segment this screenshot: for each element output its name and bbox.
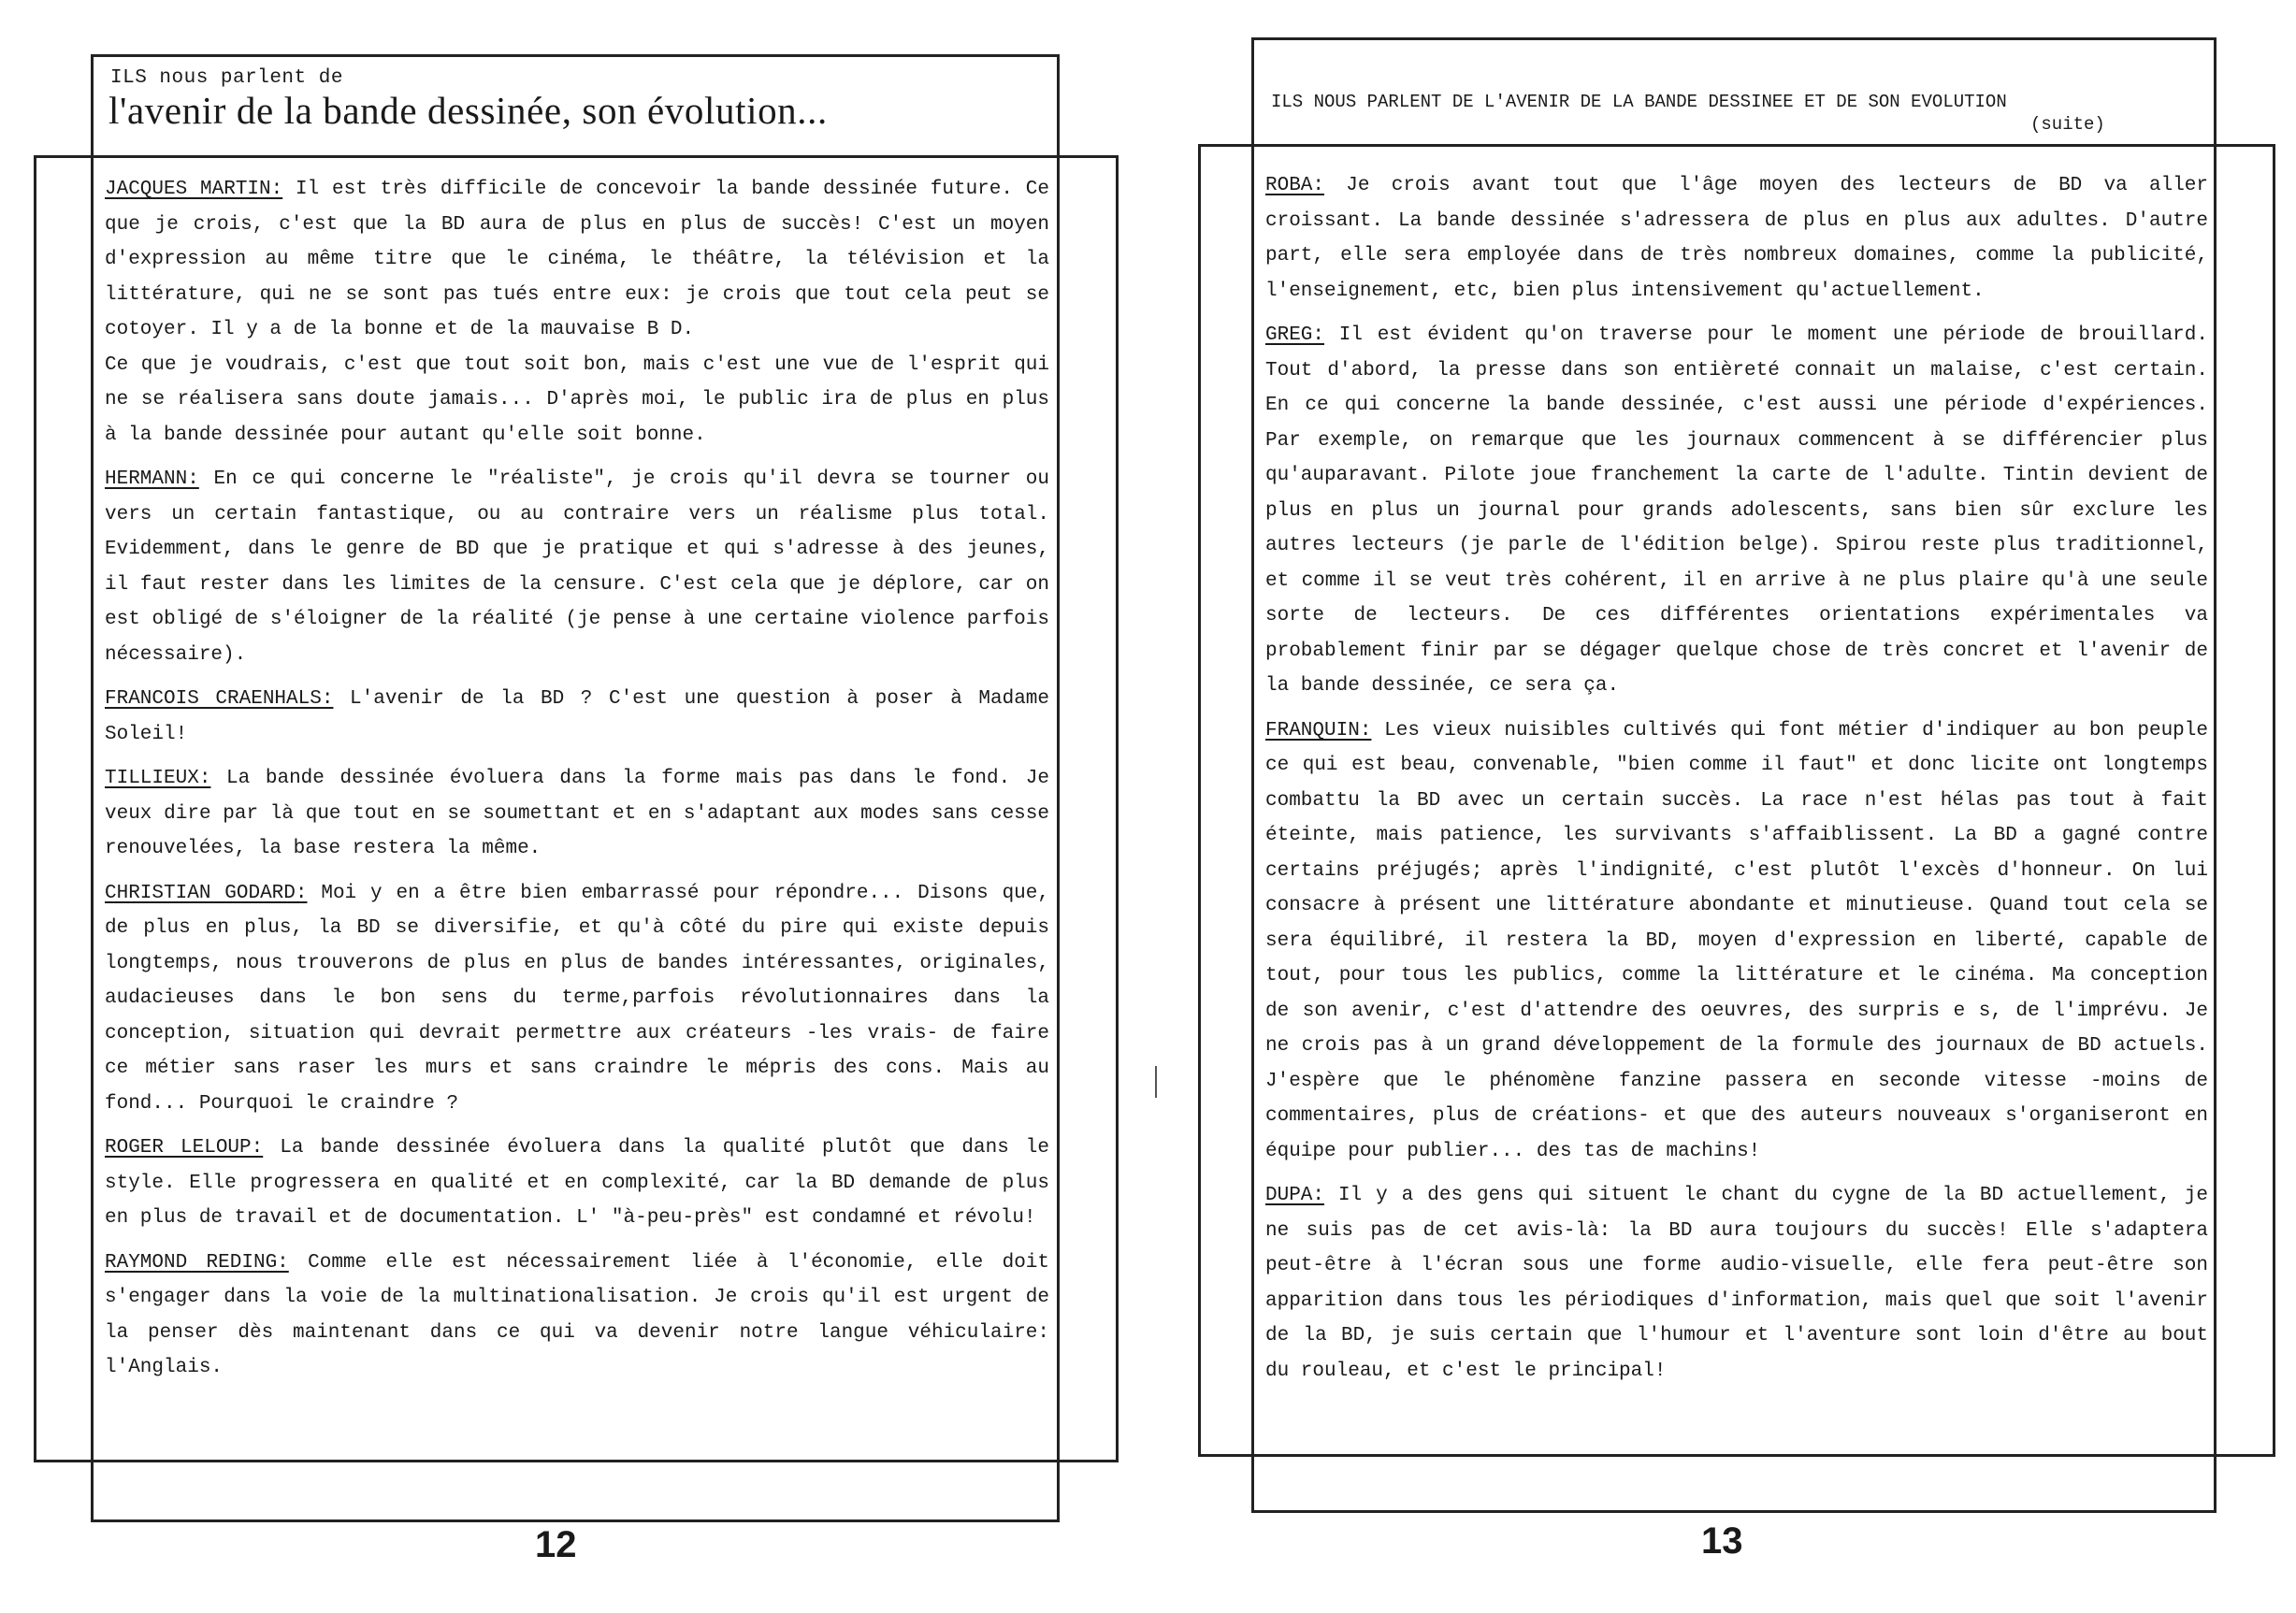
entry-dupa xyxy=(1265,1178,2208,1389)
entry-text: La bande dessinée évoluera dans la qualité plutôt que dans le style. Elle progressera en qualité et en complexité, car la BD demande de plus en plus de travail et de documentation. L' "à-peu-près" est condamné et révolu! xyxy=(105,1137,1050,1229)
article-body xyxy=(1265,168,2208,1398)
entry-roba xyxy=(1265,168,2208,309)
header-kicker: ILS nous parlent de xyxy=(110,67,343,89)
speaker-name: DUPA: xyxy=(1265,1185,1325,1206)
page-number: 12 xyxy=(535,1524,577,1565)
speaker-name: JACQUES MARTIN: xyxy=(105,179,283,200)
entry-greg xyxy=(1265,318,2208,704)
title-suite: (suite) xyxy=(2030,114,2105,135)
speaker-name: FRANQUIN: xyxy=(1265,719,1372,742)
entry-roger-leloup xyxy=(105,1131,1049,1236)
entry-text: Il est évident qu'on traverse pour le moment une période de brouillard. Tout d'abord, la presse dans son entièreté connait un malaise, c'est certain. En ce qui concerne la bande dessinée, c'est aussi une période d'expériences. Par exemple, on remarque que les journaux commencent à se différencier plus qu'auparavant. Pilote joue franchement la carte de l'adulte. Tintin devient de plus en plus un journal pour grands adolescents, sans bien sûr exclure les autres lecteurs (je parle de l'édition belge). Spirou reste plus traditionnel, et comme il se veut très cohérent, il en arrive à ne plus plaire qu'à une seule sorte de lecteurs. De ces différentes orientations expérimentales va probablement finir par se dégager quelque chose de très concret et l'avenir de la bande dessinée, ce sera ça. xyxy=(1265,324,2208,697)
entry-text: La bande dessinée évoluera dans la forme mais pas dans le fond. Je veux dire par là que tout en se soumettant et en s'adaptant aux modes sans cesse renouvelées, la base restera la même. xyxy=(105,768,1049,859)
speaker-name: FRANCOIS CRAENHALS: xyxy=(105,688,334,710)
speaker-name: CHRISTIAN GODARD: xyxy=(105,882,308,904)
article-body xyxy=(105,172,1049,1395)
speaker-name: GREG: xyxy=(1265,324,1325,346)
entry-text: Il est très difficile de concevoir la bande dessinée future. Ce que je crois, c'est que la BD aura de plus en plus de succès! C'est un moyen d'expression au même titre que le cinéma, le théâtre, la télévision et la littérature, qui ne se sont pas tués entre eux: je crois que tout cela peut se cotoyer. Il y a de la bonne et de la mauvaise B D. xyxy=(105,179,1049,340)
entry-francois-craenhals xyxy=(105,682,1049,752)
entry-raymond-reding xyxy=(105,1246,1049,1386)
entry-text-continued: Ce que je voudrais, c'est que tout soit bon, mais c'est une vue de l'esprit qui ne se réalisera sans doute jamais... D'après moi, le public ira de plus en plus à la bande dessinée pour autant qu'elle soit bonne. xyxy=(105,353,1049,446)
speaker-name: ROGER LELOUP: xyxy=(105,1137,264,1159)
speaker-name: TILLIEUX: xyxy=(105,768,211,789)
entry-christian-godard xyxy=(105,876,1049,1122)
page-title: l'avenir de la bande dessinée, son évolution... xyxy=(108,89,828,132)
scan-mark xyxy=(1155,1066,1157,1098)
page-13 xyxy=(1148,0,2296,1613)
entry-text: Comme elle est nécessairement liée à l'économie, elle doit s'engager dans la voie de la multinationalisation. Je crois qu'il est urgent de la penser dès maintenant dans ce qui va devenir notre langue véhiculaire: l'Anglais. xyxy=(105,1251,1049,1378)
speaker-name: RAYMOND REDING: xyxy=(105,1251,289,1274)
entry-franquin xyxy=(1265,713,2208,1170)
entry-text: L'avenir de la BD ? C'est une question à poser à Madame Soleil! xyxy=(105,688,1049,745)
entry-jacques-martin xyxy=(105,172,1049,453)
entry-text: Moi y en a être bien embarrassé pour répondre... Disons que, de plus en plus, la BD se diversifie, et qu'à côté du pire qui existe depuis longtemps, nous trouverons de plus en plus de bandes intéressantes, originales, audacieuses dans le bon sens du terme,parfois révolutionnaires dans la conception, situation qui devrait permettre aux créateurs -les vrais- de faire ce métier sans raser les murs et sans craindre le mépris des cons. Mais au fond... Pourquoi le craindre ? xyxy=(105,882,1049,1115)
entry-tillieux xyxy=(105,761,1049,867)
entry-text: Les vieux nuisibles cultivés qui font métier d'indiquer au bon peuple ce qui est beau, convenable, "bien comme il faut" et donc licite ont longtemps combattu la BD avec un certain succès. La race n'est hélas pas tout à fait éteinte, mais patience, les survivants s'affaiblissent. La BD a gagné contre certains préjugés; après l'indignité, c'est plutôt l'excès d'honneur. On lui consacre à présent une littérature abondante et minutieuse. Quand tout cela se sera équilibré, il restera la BD, moyen d'expression en liberté, capable de tout, pour tous les publics, comme la littérature et le cinéma. Ma conception de son avenir, c'est d'attendre des oeuvres, des surpris e s, de l'imprévu. Je ne crois pas à un grand développement de la formule des journaux de BD actuels. J'espère que le phénomène fanzine passera en seconde vitesse -moins de commentaires, plus de créations- et que des auteurs nouveaux s'organiseront en équipe pour publier... des tas de machins! xyxy=(1265,719,2208,1162)
entry-hermann xyxy=(105,462,1049,672)
speaker-name: HERMANN: xyxy=(105,468,199,490)
entry-text: En ce qui concerne le "réaliste", je crois qu'il devra se tourner ou vers un certain fantastique, ou au contraire vers un réalisme plus total. Evidemment, dans le genre de BD que je pratique et qui s'adresse à des jeunes, il faut rester dans les limites de la censure. C'est cela que je déplore, car on est obligé de s'éloigner de la réalité (je pense à une certaine violence parfois nécessaire). xyxy=(105,468,1049,666)
entry-text: Il y a des gens qui situent le chant du cygne de la BD actuellement, je ne suis pas de cet avis-là: la BD aura toujours du succès! Elle s'adaptera peut-être à l'écran sous une forme audio-visuelle, elle fera peut-être son apparition dans tous les périodiques d'information, mais quel que soit l'avenir de la BD, je suis certain que l'humour et l'aventure sont loin d'être au bout du rouleau, et c'est le principal! xyxy=(1265,1185,2208,1382)
entry-text: Je crois avant tout que l'âge moyen des lecteurs de BD va aller croissant. La bande dessinée s'adressera de plus en plus aux adultes. D'autre part, elle sera employée dans de très nombreux domaines, comme la publicité, l'enseignement, etc, bien plus intensivement qu'actuellement. xyxy=(1265,175,2208,302)
page-title: ILS NOUS PARLENT DE L'AVENIR DE LA BANDE DESSINEE ET DE SON EVOLUTION xyxy=(1271,92,2007,112)
page-number: 13 xyxy=(1701,1520,1743,1562)
speaker-name: ROBA: xyxy=(1265,175,1325,196)
